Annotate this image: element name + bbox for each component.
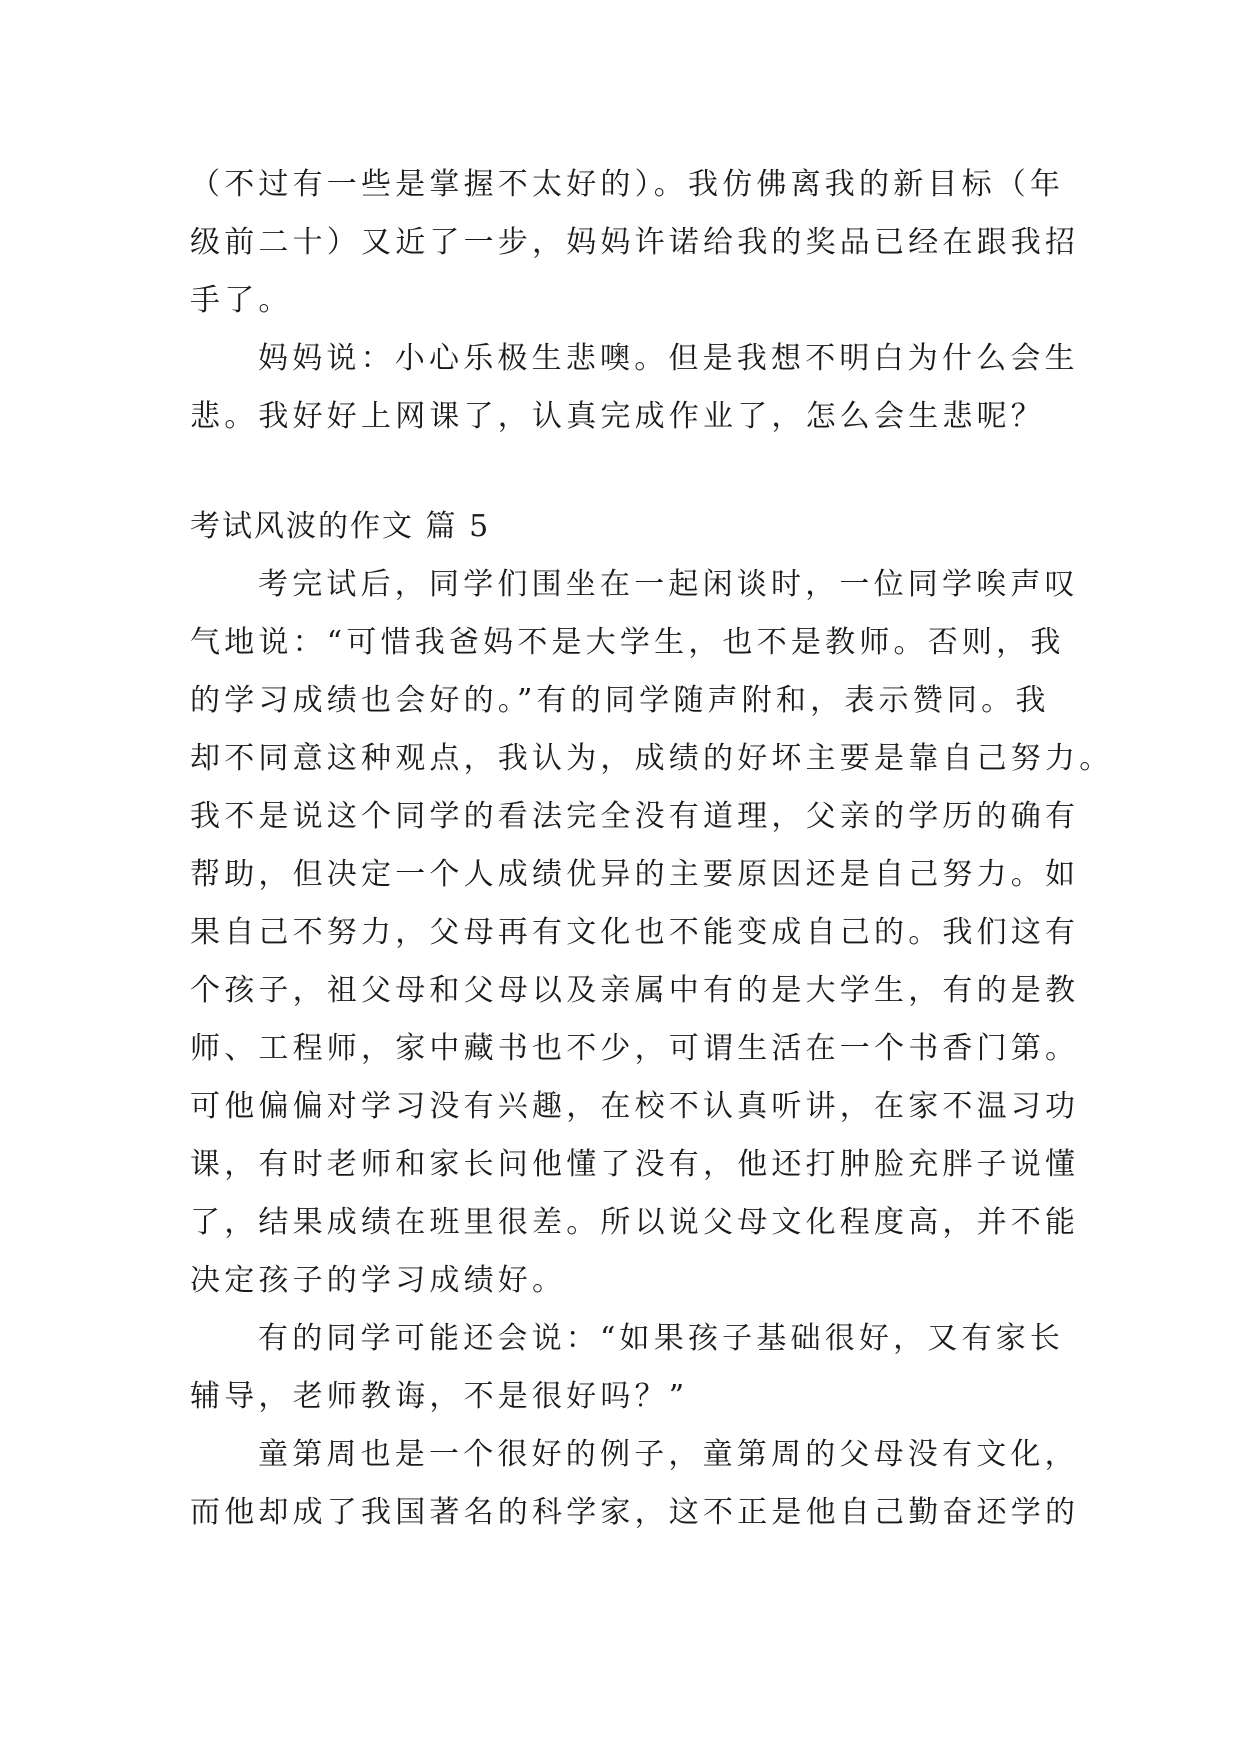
text-line: 个孩子，祖父母和父母以及亲属中有的是大学生，有的是教 — [190, 973, 1080, 1008]
text-line: 级前二十）又近了一步，妈妈许诺给我的奖品已经在跟我招 — [190, 225, 1080, 260]
text-line: 悲。我好好上网课了，认真完成作业了，怎么会生悲呢？ — [190, 399, 1045, 434]
text-line: 手了。 — [190, 283, 293, 318]
paragraph — [190, 556, 1114, 1310]
text-line: 有的同学可能还会说：“如果孩子基础很好，又有家长 — [258, 1321, 1065, 1356]
text-line: 气地说：“可惜我爸妈不是大学生，也不是教师。否则，我 — [190, 625, 1065, 660]
text-line: 童第周也是一个很好的例子，童第周的父母没有文化， — [258, 1437, 1079, 1472]
text-line: （不过有一些是掌握不太好的）。我仿佛离我的新目标（年 — [190, 167, 1065, 202]
text-line: 妈妈说：小心乐极生悲噢。但是我想不明白为什么会生 — [258, 341, 1079, 376]
paragraph — [190, 330, 1079, 446]
text-line: 考完试后，同学们围坐在一起闲谈时，一位同学唉声叹 — [258, 567, 1079, 602]
text-line: 而他却成了我国著名的科学家，这不正是他自己勤奋还学的 — [190, 1495, 1080, 1530]
text-line: 的学习成绩也会好的。”有的同学随声附和，表示赞同。我 — [190, 683, 1050, 718]
text-line: 帮助，但决定一个人成绩优异的主要原因还是自己努力。如 — [190, 857, 1080, 892]
text-line: 师、工程师，家中藏书也不少，可谓生活在一个书香门第。 — [190, 1031, 1080, 1066]
text-line: 可他偏偏对学习没有兴趣，在校不认真听讲，在家不温习功 — [190, 1089, 1080, 1124]
text-line: 决定孩子的学习成绩好。 — [190, 1263, 567, 1298]
document-body — [190, 156, 1114, 1542]
text-line: 却不同意这种观点，我认为，成绩的好坏主要是靠自己努力。 — [190, 741, 1114, 776]
text-line: 课，有时老师和家长问他懂了没有，他还打肿脸充胖子说懂 — [190, 1147, 1080, 1182]
text-line: 辅导，老师教诲，不是很好吗？” — [190, 1379, 689, 1414]
text-line: 我不是说这个同学的看法完全没有道理，父亲的学历的确有 — [190, 799, 1080, 834]
paragraph — [190, 1310, 1070, 1426]
paragraph-continuation — [190, 156, 1080, 330]
paragraph — [190, 1426, 1080, 1542]
text-line: 果自己不努力，父母再有文化也不能变成自己的。我们这有 — [190, 915, 1080, 950]
section-spacer — [190, 446, 1070, 498]
text-line: 了，结果成绩在班里很差。所以说父母文化程度高，并不能 — [190, 1205, 1080, 1240]
section-heading: 考试风波的作文 篇 5 — [190, 509, 491, 544]
